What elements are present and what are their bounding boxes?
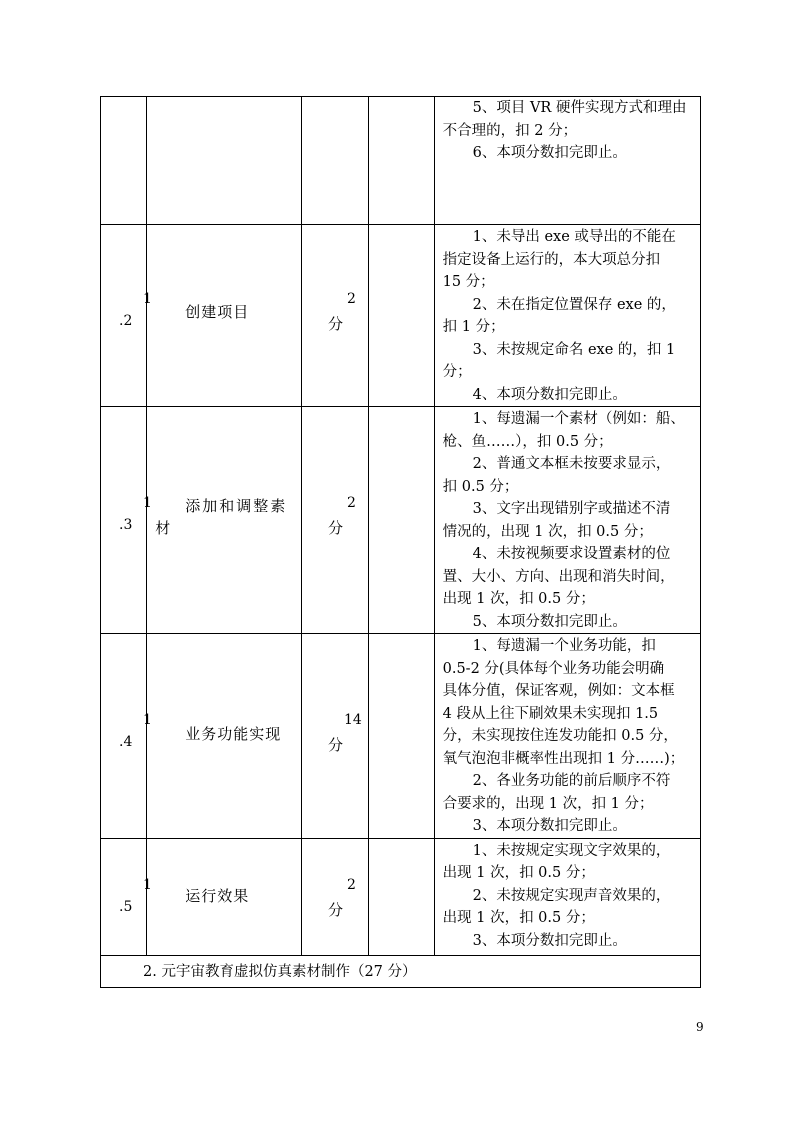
score-value: 2 [346,876,356,893]
section-heading: 2. 元宇宙教育虚拟仿真素材制作（27 分） [143,963,417,980]
item-name: 添加和调整素 [185,497,288,515]
table-row [101,97,701,225]
desc-line: 扣 1 分； [442,319,505,335]
cell-number [101,838,152,955]
cell-description [434,634,700,839]
score-unit: 分 [327,315,343,333]
cell-blank [369,225,434,407]
score-value: 14 [343,712,362,728]
cell-item [147,97,302,225]
desc-line: 氧气泡泡非概率性出现扣 1 分……)； [442,750,685,767]
cell-description [434,97,700,225]
desc-line: 0.5-2 分(具体每个业务功能会明确 [442,660,665,677]
cell-description [434,407,700,634]
cell-score [301,97,368,225]
cell-item [147,634,302,839]
desc-line: 出现 1 次，扣 0.5 分； [442,910,595,926]
cell-description [434,838,700,955]
desc-line: 3、文字出现错别字或描述不清 [472,501,671,517]
desc-line: 1、未导出 exe 或导出的不能在 [472,229,676,245]
table-row [101,838,701,955]
cell-number [101,407,152,634]
desc-line: 2、未按规定实现声音效果的， [472,887,671,904]
item-name: 业务功能实现 [185,725,282,743]
desc-line: 4 段从上往下刷效果未实现扣 1.5 [442,705,659,722]
desc-line: 分； [442,364,472,380]
desc-line: 4、本项分数扣完即止。 [472,386,627,403]
desc-line: 情况的，出现 1 次，扣 0.5 分； [442,523,653,540]
cell-item [147,225,302,407]
score-unit: 分 [327,900,343,919]
desc-line: 扣 0.5 分； [442,478,519,495]
table-row [101,634,701,839]
row-number-minor: .4 [119,734,133,750]
cell-score [301,838,368,955]
cell-description [434,225,700,407]
desc-line: 合要求的，出现 1 次，扣 1 分； [442,795,654,812]
cell-blank [369,407,434,634]
score-value: 2 [346,291,356,307]
score-unit: 分 [327,519,343,537]
table-row [101,225,701,407]
desc-line: 2、普通文本框未按要求显示， [472,456,671,472]
cell-item [147,838,302,955]
cell-number [101,225,152,407]
desc-line: 不合理的，扣 2 分； [442,122,578,139]
desc-line: 出现 1 次，扣 0.5 分； [442,591,595,607]
cell-item [147,407,302,634]
score-unit: 分 [327,736,343,754]
desc-line: 1、每遗漏一个素材（例如：船、 [472,411,685,427]
section-heading-cell [101,955,701,987]
row-number-major: 1 [143,291,152,307]
row-number-major: 1 [143,876,152,893]
desc-line: 5、项目 VR 硬件实现方式和理由 [472,100,687,116]
row-number-major: 1 [143,712,152,728]
desc-line: 具体分值，保证客观，例如：文本框 [442,683,675,699]
cell-score [301,634,368,839]
desc-line: 6、本项分数扣完即止。 [472,145,627,161]
row-number-minor: .2 [119,313,133,329]
cell-blank [369,634,434,839]
row-number-minor: .3 [119,517,133,533]
item-name: 运行效果 [185,886,250,905]
desc-line: 3、本项分数扣完即止。 [472,932,627,949]
desc-line: 指定设备上运行的，本大项总分扣 [442,251,661,268]
cell-score [301,407,368,634]
desc-line: 3、本项分数扣完即止。 [472,818,627,834]
desc-line: 1、每遗漏一个业务功能，扣 [472,638,656,654]
desc-line: 出现 1 次，扣 0.5 分； [442,865,595,881]
desc-line: 分，未实现按住连发功能扣 0.5 分， [442,728,678,744]
desc-line: 4、未按视频要求设置素材的位 [472,546,671,562]
table-row [101,407,701,634]
scoring-table [100,96,701,988]
desc-line: 1、未按规定实现文字效果的， [472,842,671,859]
cell-blank [369,97,434,225]
row-number-major: 1 [143,495,152,511]
desc-line: 2、未在指定位置保存 exe 的， [472,296,676,313]
score-value: 2 [346,495,356,511]
desc-line: 15 分； [442,274,495,290]
desc-line: 2、各业务功能的前后顺序不符 [472,773,671,789]
cell-number [101,97,147,225]
desc-line: 5、本项分数扣完即止。 [472,613,627,630]
cell-blank [369,838,434,955]
cell-number [101,634,152,839]
desc-line: 3、未按规定命名 exe 的，扣 1 [472,341,676,358]
row-number-minor: .5 [119,898,133,915]
table-row [101,955,701,987]
cell-score [301,225,368,407]
page-number: 9 [696,1020,704,1034]
item-name-continuation: 材 [155,519,172,537]
desc-line: 枪、鱼……），扣 0.5 分； [442,433,613,450]
item-name: 创建项目 [185,303,250,321]
desc-line: 置、大小、方向、出现和消失时间， [442,568,675,585]
